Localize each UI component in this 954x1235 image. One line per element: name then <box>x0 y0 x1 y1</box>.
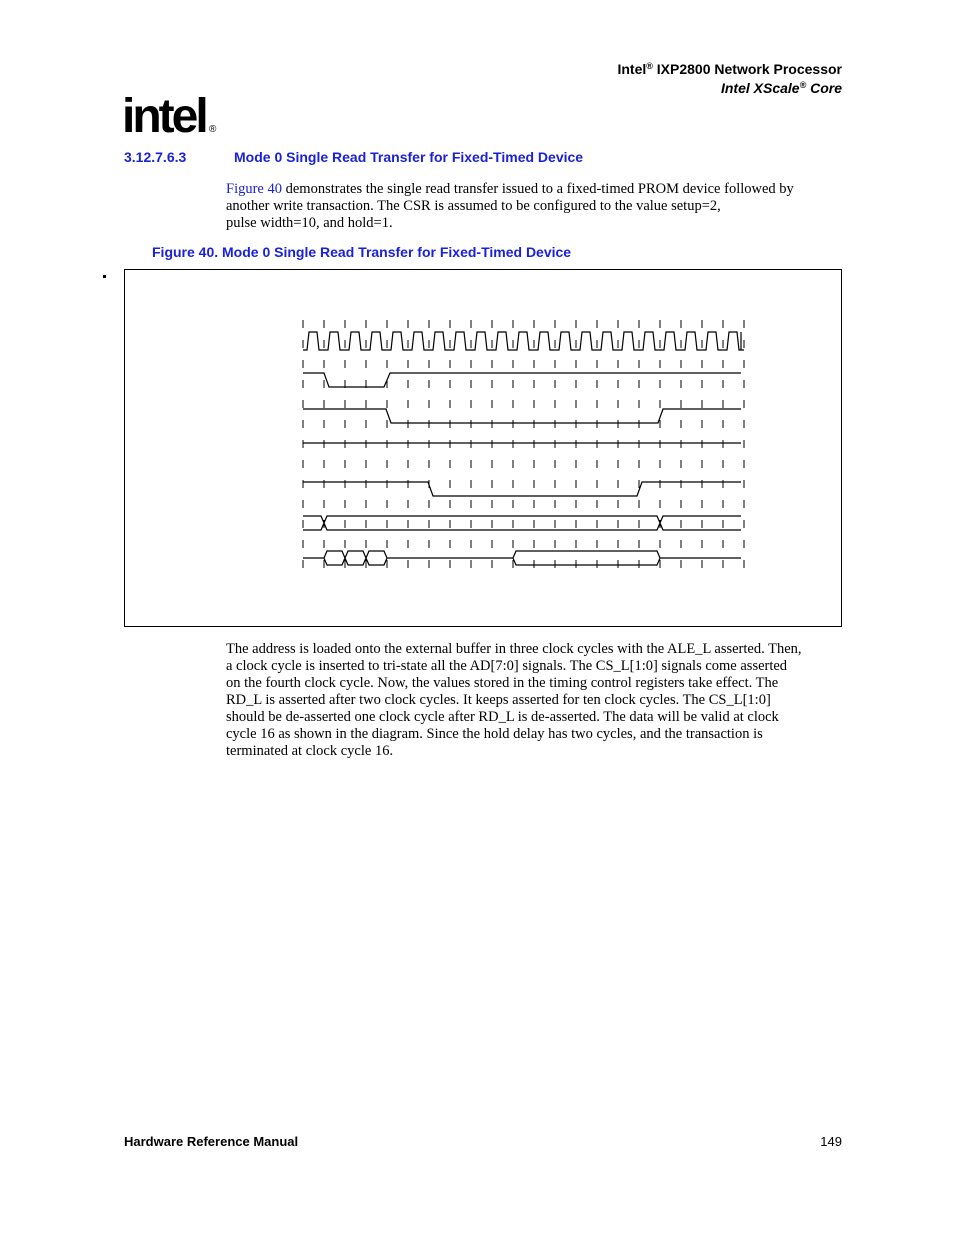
header-core-line: Intel XScale® Core <box>720 80 842 96</box>
bus-waveform <box>303 516 741 530</box>
ad-waveform <box>303 551 741 565</box>
ale-waveform <box>303 373 741 387</box>
figure-link[interactable]: Figure 40 <box>226 181 282 197</box>
figure-caption: Figure 40. Mode 0 Single Read Transfer for Fixed-Timed Device <box>152 244 572 260</box>
section-title: Mode 0 Single Read Transfer for Fixed-Timed Device <box>234 149 584 165</box>
page-number: 149 <box>820 1134 842 1149</box>
rd-waveform <box>303 482 741 496</box>
logo-wordmark: intel <box>122 90 206 140</box>
clock-waveform <box>303 332 744 350</box>
body-paragraph: The address is loaded onto the external buffer in three clock cycles with the ALE_L asserted. Then, a clock cycle is inserted to tri-state all the AD[7:0] signals. The CS_L[1:0] signals come asserted on the fourth clock cycle. Now, the values stored in the timing control registers take effect. The RD_L is asserted after two clock cycles. It keeps asserted for ten clock cycles. The CS_L[1:0] should be de-asserted one clock cycle after RD_L is de-asserted. The data will be valid at clock cycle 16 as shown in the diagram. Since the hold delay has two cycles, and the transaction is terminated at clock cycle 16. <box>226 641 802 759</box>
bullet-mark <box>103 275 106 278</box>
cs-waveform <box>303 409 741 423</box>
running-header <box>617 60 842 98</box>
logo-reg-mark: ® <box>209 124 217 135</box>
footer-manual-title: Hardware Reference Manual <box>124 1134 299 1149</box>
header-product-line: Intel® IXP2800 Network Processor <box>617 61 842 77</box>
intel-logo <box>122 80 222 140</box>
timing-diagram <box>125 270 841 626</box>
figure-frame <box>124 269 842 627</box>
section-number: 3.12.7.6.3 <box>124 149 187 165</box>
intro-paragraph: Figure 40 demonstrates the single read transfer issued to a fixed-timed PROM device followed by another write transaction. The CSR is assumed to be configured to the value setup=2, pulse width=10, and hold=1. <box>226 181 794 231</box>
